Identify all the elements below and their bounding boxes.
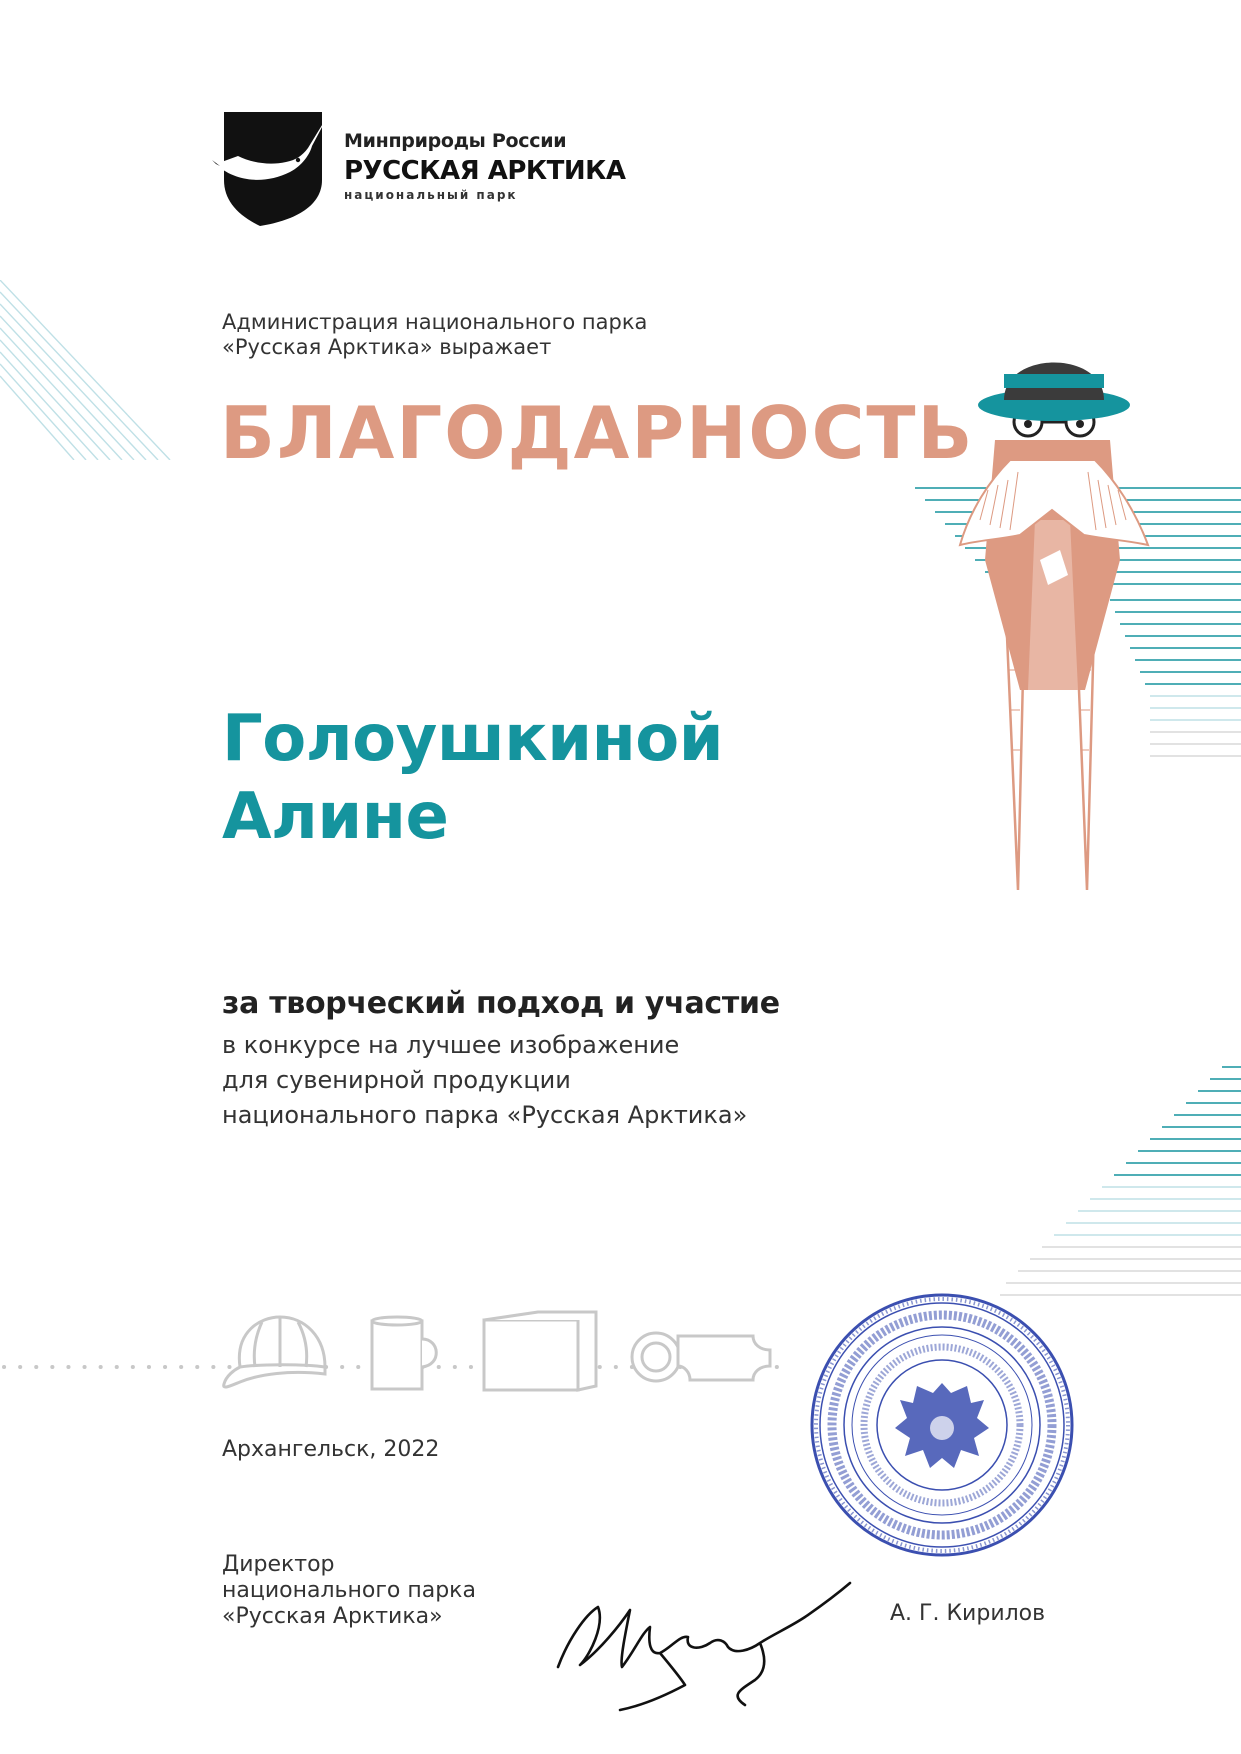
certificate-heading: БЛАГОДАРНОСТЬ (220, 391, 975, 475)
intro-line-2: «Русская Арктика» выражает (222, 335, 552, 359)
narwhal-shield-icon (212, 110, 332, 228)
recipient-surname: Голоушкиной (222, 702, 724, 776)
intro-line-1: Администрация национального парка (222, 310, 648, 334)
keychain-icon (628, 1322, 778, 1392)
logo-ministry-label: Минприроды России (344, 130, 567, 152)
signature (550, 1555, 860, 1715)
reason-line-3: национального парка «Русская Арктика» (222, 1101, 748, 1129)
city-year: Архангельск, 2022 (222, 1437, 440, 1462)
reason-line-2: для сувенирной продукции (222, 1066, 571, 1094)
notebook-icon (478, 1308, 603, 1393)
director-line-2: национального парка (222, 1578, 476, 1603)
intro-text (222, 310, 647, 360)
recipient-name (222, 700, 723, 856)
director-line-1: Директор (222, 1552, 335, 1577)
walrus-illustration (910, 360, 1241, 900)
signer-name: А. Г. Кирилов (890, 1601, 1046, 1626)
reason-line-1: в конкурсе на лучшее изображение (222, 1031, 680, 1059)
reason-heading: за творческий подход и участие (222, 986, 780, 1021)
logo-park-type: национальный парк (344, 188, 518, 202)
cap-icon (220, 1312, 335, 1397)
director-title (222, 1552, 476, 1630)
logo-park-name: РУССКАЯ АРКТИКА (344, 156, 626, 186)
reason-text (222, 1028, 747, 1133)
decorative-diagonal-lines (0, 280, 180, 460)
recipient-first-name: Алине (222, 780, 449, 854)
director-line-3: «Русская Арктика» (222, 1604, 443, 1629)
official-stamp (805, 1288, 1080, 1563)
mug-icon (368, 1315, 448, 1395)
decorative-stepped-lines (1000, 1065, 1241, 1315)
